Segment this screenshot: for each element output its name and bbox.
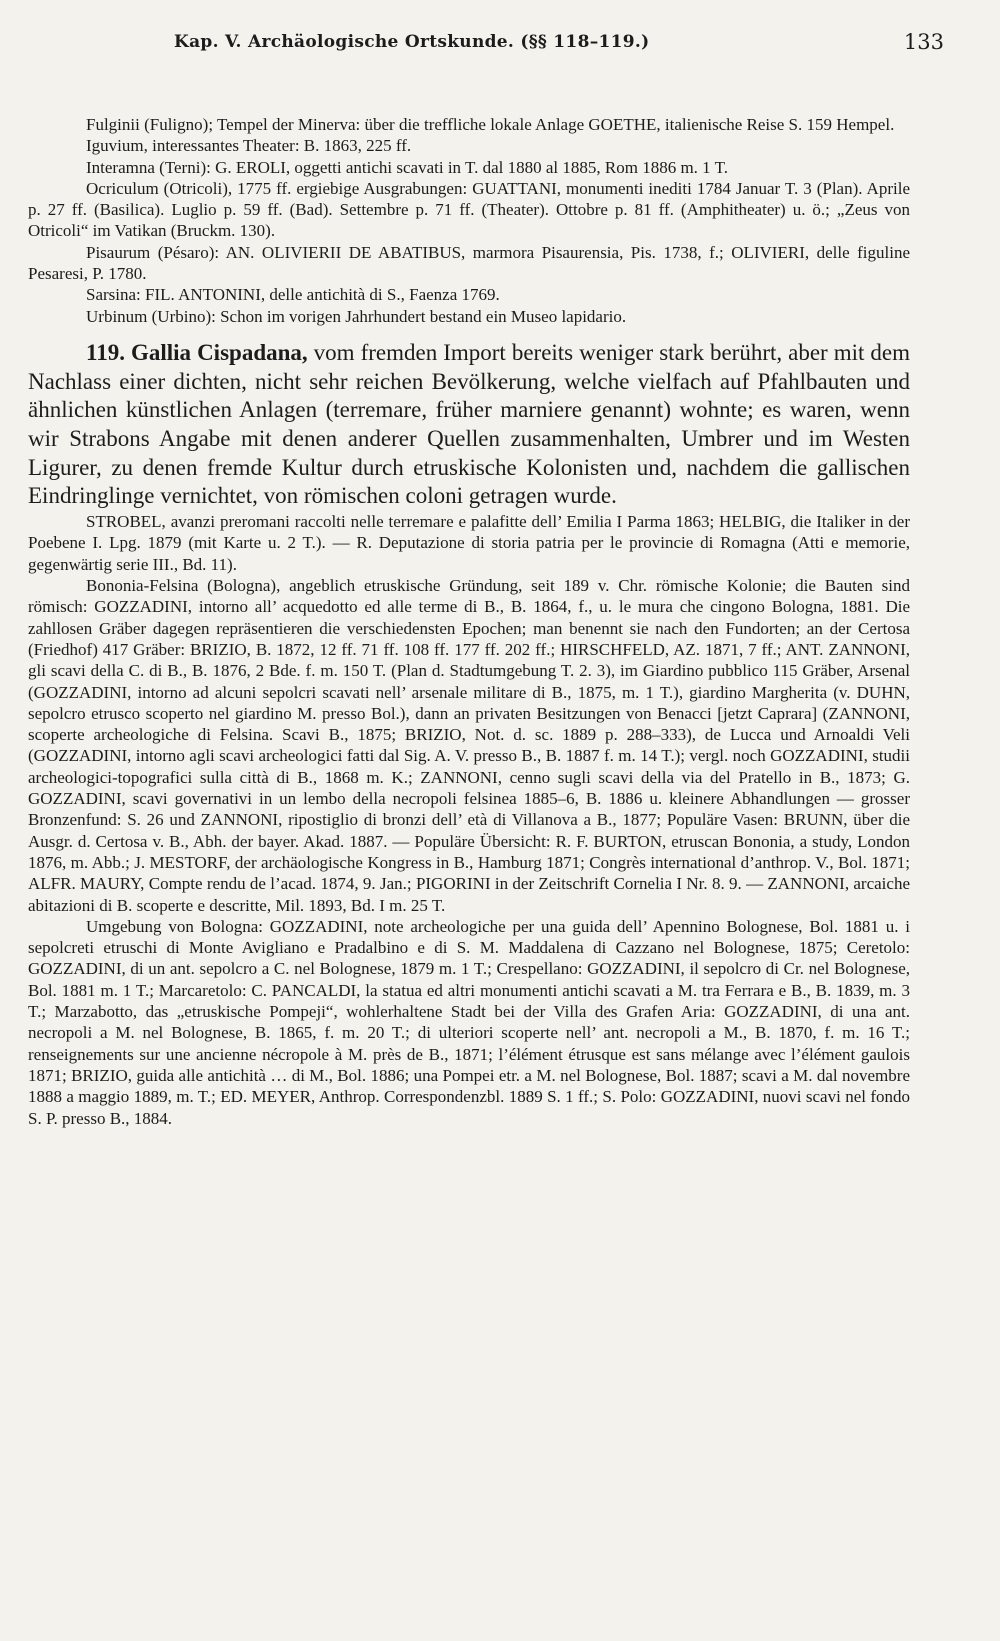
site-entry-sarsina: Sarsina: FIL. ANTONINI, delle antichità di S., Faenza 1769. bbox=[86, 285, 500, 305]
bibliography-umgebung: Umgebung von Bologna: GOZZADINI, note archeologiche per una guida dell’ Apennino Bolognese, Bol. 1881 u. i sepolcreti etruschi di Monte Avigliano e Pradalbino e di S. M. Maddalena di Cazzano nel Bolognese, 1875; Ceretolo: GOZZADINI, di un ant. sepolcro a C. nel Bolognese, 1879 m. 1 T.; Crespellano: GOZZADINI, il sepolcro di Cr. nel Bolognese, Bol. 1881 m. 1 T.; Marcaretolo: C. PANCALDI, la statua ed altri monumenti antichi scavati a M. tra Ferrara e B., B. 1839, m. 3 T.; Marzabotto, das „etruskische Pompeji“, wohlerhaltene Stadt bei der Villa des Grafen Aria: GOZZADINI, di una ant. necropoli a M. nel Bolognese, B. 1865, f. m. 20 T.; di ulteriori scoperte nell’ ant. necropoli a M., B. 1870, f. m. 16 T.; renseignements sur une ancienne nécropole à M. près de B., 1871; l’élément étrusque est sans mélange avec l’élément gaulois 1871; BRIZIO, guida alle antichità … di M., Bol. 1886; una Pompei etr. a M. nel Bolognese, Bol. 1887; scavi a M. dal novembre 1888 a maggio 1889, m. T.; ED. MEYER, Anthrop. Correspondenzbl. 1889 S. 1 ff.; S. Polo: GOZZADINI, nuovi scavi nel fondo S. P. presso B., 1884. bbox=[28, 916, 910, 1128]
section-heading: Gallia Cispadana, bbox=[131, 339, 308, 365]
site-entry-interamna: Interamna (Terni): G. EROLI, oggetti antichi scavati in T. dal 1880 al 1885, Rom 1886 m. 1 T. bbox=[86, 157, 728, 177]
bibliography-strobel: STROBEL, avanzi preromani raccolti nelle terremare e palafitte dell’ Emilia I Parma 1863; HELBIG, die Italiker in der Poebene I. Lpg. 1879 (mit Karte u. 2 T.). — R. Deputazione di storia patria per le provincie di Romagna (Atti e memorie, gegenwärtig serie III., Bd. 11). bbox=[28, 512, 910, 574]
bibliography-bononia: Bononia-Felsina (Bologna), angeblich etruskische Gründung, seit 189 v. Chr. römische Kolonie; die Bauten sind römisch: GOZZADINI, intorno all’ acquedotto ed alle terme di B., B. 1864, f., u. le mura che cingono Bologna, 1881. Die zahllosen Gräber dagegen repräsentieren die verschiedensten Epochen; man benennt sie nach den Fundorten; an der Certosa (Friedhof) 417 Gräber: BRIZIO, B. 1872, 12 ff. 71 ff. 108 ff. 177 ff. 202 ff.; HIRSCHFELD, AZ. 1871, 7 ff.; ANT. ZANNONI, gli scavi della C. di B., B. 1876, 2 Bde. f. m. 150 T. (Plan d. Stadtumgebung T. 2. 3), im Giardino pubblico 115 Gräber, Arsenal (GOZZADINI, intorno ad alcuni sepolcri scavati nell’ arsenale militare di B., 1875, m. 1 T.), giardino Margherita (v. DUHN, sepolcro etrusco scoperto nel giardino M. presso Bol.), dann an privaten Besitzungen von Benacci [jetzt Caprara] (ZANNONI, scoperte archeologiche di Felsina. Scavi B., 1875; BRIZIO, Not. d. sc. 1889 p. 288–333), de Lucca und Arnoaldi Veli (GOZZADINI, intorno agli scavi archeologici fatti dal Sig. A. V. presso B., B. 1887 f. m. 14 T.); vergl. noch GOZZADINI, studii archeologici-topografici sulla città di B., 1868 m. K.; ZANNONI, cenno sugli scavi della via del Pratello in B., 1873; G. GOZZADINI, scavi governativi in un lembo della necropoli felsinea 1885–6, B. 1886 u. kleinere Abhandlungen — grosser Bronzenfund: S. 26 und ZANNONI, ripostiglio di bronzi dell’ età di Villanova a B., 1877; Populäre Vasen: BRUNN, über die Ausgr. d. Certosa v. B., Abh. der bayer. Akad. 1887. — Populäre Übersicht: R. F. BURTON, etruscan Bononia, a study, London 1876, m. Abb.; J. MESTORF, der archäologische Kongress in B., Hamburg 1871; Congrès international d’anthrop. V., Bol. 1871; ALFR. MAURY, Compte rendu de l’acad. 1874, 9. Jan.; PIGORINI in der Zeitschrift Cornelia I Nr. 8. 9. — ZANNONI, arcaiche abitazioni di B. scoperte e descritte, Mil. 1893, Bd. I m. 25 T. bbox=[28, 576, 910, 915]
page-number: 133 bbox=[903, 30, 944, 54]
site-list bbox=[28, 114, 910, 327]
site-entry-urbinum: Urbinum (Urbino): Schon im vorigen Jahrhundert bestand ein Museo lapidario. bbox=[86, 306, 627, 326]
running-title: Kap. V. Archäologische Ortskunde. (§§ 118–119.) bbox=[174, 32, 650, 52]
site-entry-iguvium: Iguvium, interessantes Theater: B. 1863, 225 ff. bbox=[86, 136, 412, 156]
running-head bbox=[28, 30, 944, 70]
section-body: vom fremden Import bereits weniger stark berührt, aber mit dem Nachlass einer dichten, nicht sehr reichen Bevölkerung, welche vielfach auf Pfahlbauten und ähnlichen künstlichen Anlagen (terremare, früher marniere genannt) wohnte; es waren, wenn wir Strabons Angabe mit denen anderer Quellen zusammenhalten, Umbrer und im Westen Ligurer, zu denen fremde Kultur durch etruskische Kolonisten und, nachdem die gallischen Eindringlinge vernichtet, von römischen coloni getragen wurde. bbox=[28, 339, 911, 509]
site-entry-fulginii: Fulginii (Fuligno); Tempel der Minerva: über die treffliche lokale Anlage GOETHE, italienische Reise S. 159 Hempel. bbox=[86, 115, 895, 134]
site-entry-ocriculum: Ocriculum (Otricoli), 1775 ff. ergiebige Ausgrabungen: GUATTANI, monumenti inediti 1784 Januar T. 3 (Plan). Aprile p. 27 ff. (Basilica). Luglio p. 59 ff. (Bad). Settembre p. 71 ff. (Theater). Ottobre p. 81 ff. (Amphitheater) u. ö.; „Zeus von Otricoli“ im Vatikan (Bruckm. 130). bbox=[28, 178, 910, 241]
site-entry-pisaurum: Pisaurum (Pésaro): AN. OLIVIERII DE ABATIBUS, marmora Pisaurensia, Pis. 1738, f.; OLIVIERI, delle figuline Pesaresi, P. 1780. bbox=[28, 242, 910, 284]
section-number: 119. bbox=[86, 339, 125, 365]
section-119-paragraph bbox=[28, 339, 910, 511]
bibliography bbox=[28, 511, 910, 1129]
